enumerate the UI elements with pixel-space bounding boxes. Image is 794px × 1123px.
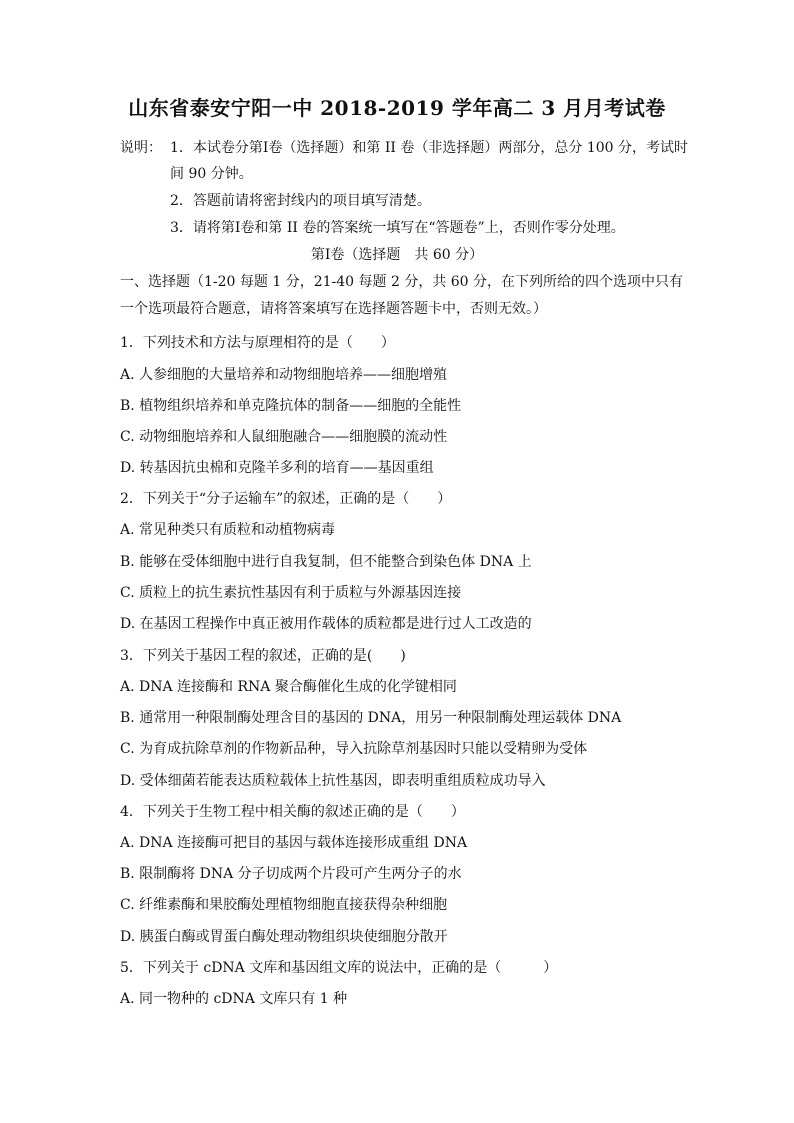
question-4-option-d: D. 胰蛋白酶或胃蛋白酶处理动物组织块使细胞分散开 <box>120 929 448 945</box>
instruction-line-2: 一个选项最符合题意，请将答案填写在选择题答题卡中，否则无效。） <box>120 301 547 317</box>
question-3-option-b: B. 通常用一种限制酶处理含目的基因的 DNA，用另一种限制酶处理运载体 DNA <box>120 710 622 726</box>
question-2-option-d: D. 在基因工程操作中真正被用作载体的质粒都是进行过人工改造的 <box>120 616 532 632</box>
question-1-option-c: C. 动物细胞培养和人鼠细胞融合——细胞膜的流动性 <box>120 429 448 445</box>
note-item-2: 2．答题前请将密封线内的项目填写清楚。 <box>170 193 431 209</box>
question-1-stem: 1．下列技术和方法与原理相符的是（ ） <box>120 335 395 351</box>
instruction-line-1: 一、选择题（1-20 每题 1 分，21-40 每题 2 分，共 60 分，在下列所给的四个选项中只有 <box>120 274 684 290</box>
question-4-option-a: A. DNA 连接酶可把目的基因与载体连接形成重组 DNA <box>120 835 468 851</box>
question-4-stem: 4．下列关于生物工程中相关酶的叙述正确的是（ ） <box>120 804 465 820</box>
question-5-option-a: A. 同一物种的 cDNA 文库只有 1 种 <box>120 991 348 1007</box>
question-1-option-d: D. 转基因抗虫棉和克隆羊多利的培育——基因重组 <box>120 460 434 476</box>
notes-lead: 说明： <box>120 140 162 156</box>
question-1-option-b: B. 植物组织培养和单克隆抗体的制备——细胞的全能性 <box>120 398 462 414</box>
question-3-option-d: D. 受体细菌若能表达质粒载体上抗性基因，即表明重组质粒成功导入 <box>120 773 546 789</box>
section-title: 第Ⅰ卷（选择题 共 60 分） <box>310 247 484 263</box>
note-item-1: 1．本试卷分第Ⅰ卷（选择题）和第 II 卷（非选择题）两部分，总分 100 分，考试时 <box>170 140 689 156</box>
question-4-option-c: C. 纤维素酶和果胶酶处理植物细胞直接获得杂种细胞 <box>120 897 448 913</box>
question-2-option-a: A. 常见种类只有质粒和动植物病毒 <box>120 522 336 538</box>
question-3-stem: 3．下列关于基因工程的叙述，正确的是( ) <box>120 648 406 664</box>
question-2-option-c: C. 质粒上的抗生素抗性基因有利于质粒与外源基因连接 <box>120 585 462 601</box>
question-2-stem: 2．下列关于“分子运输车”的叙述，正确的是（ ） <box>120 491 452 507</box>
question-5-stem: 5．下列关于 cDNA 文库和基因组文库的说法中，正确的是（ ） <box>120 960 558 976</box>
document-title: 山东省泰安宁阳一中 2018-2019 学年高二 3 月月考试卷 <box>128 96 666 120</box>
question-3-option-a: A. DNA 连接酶和 RNA 聚合酶催化生成的化学键相同 <box>120 679 457 695</box>
question-3-option-c: C. 为育成抗除草剂的作物新品种，导入抗除草剂基因时只能以受精卵为受体 <box>120 741 588 757</box>
note-item-3: 3．请将第Ⅰ卷和第 II 卷的答案统一填写在“答题卷”上，否则作零分处理。 <box>170 220 625 236</box>
question-4-option-b: B. 限制酶将 DNA 分子切成两个片段可产生两分子的水 <box>120 866 462 882</box>
question-2-option-b: B. 能够在受体细胞中进行自我复制，但不能整合到染色体 DNA 上 <box>120 554 532 570</box>
note-item-1-cont: 间 90 分钟。 <box>170 166 253 182</box>
question-1-option-a: A. 人参细胞的大量培养和动物细胞培养——细胞增殖 <box>120 367 448 383</box>
